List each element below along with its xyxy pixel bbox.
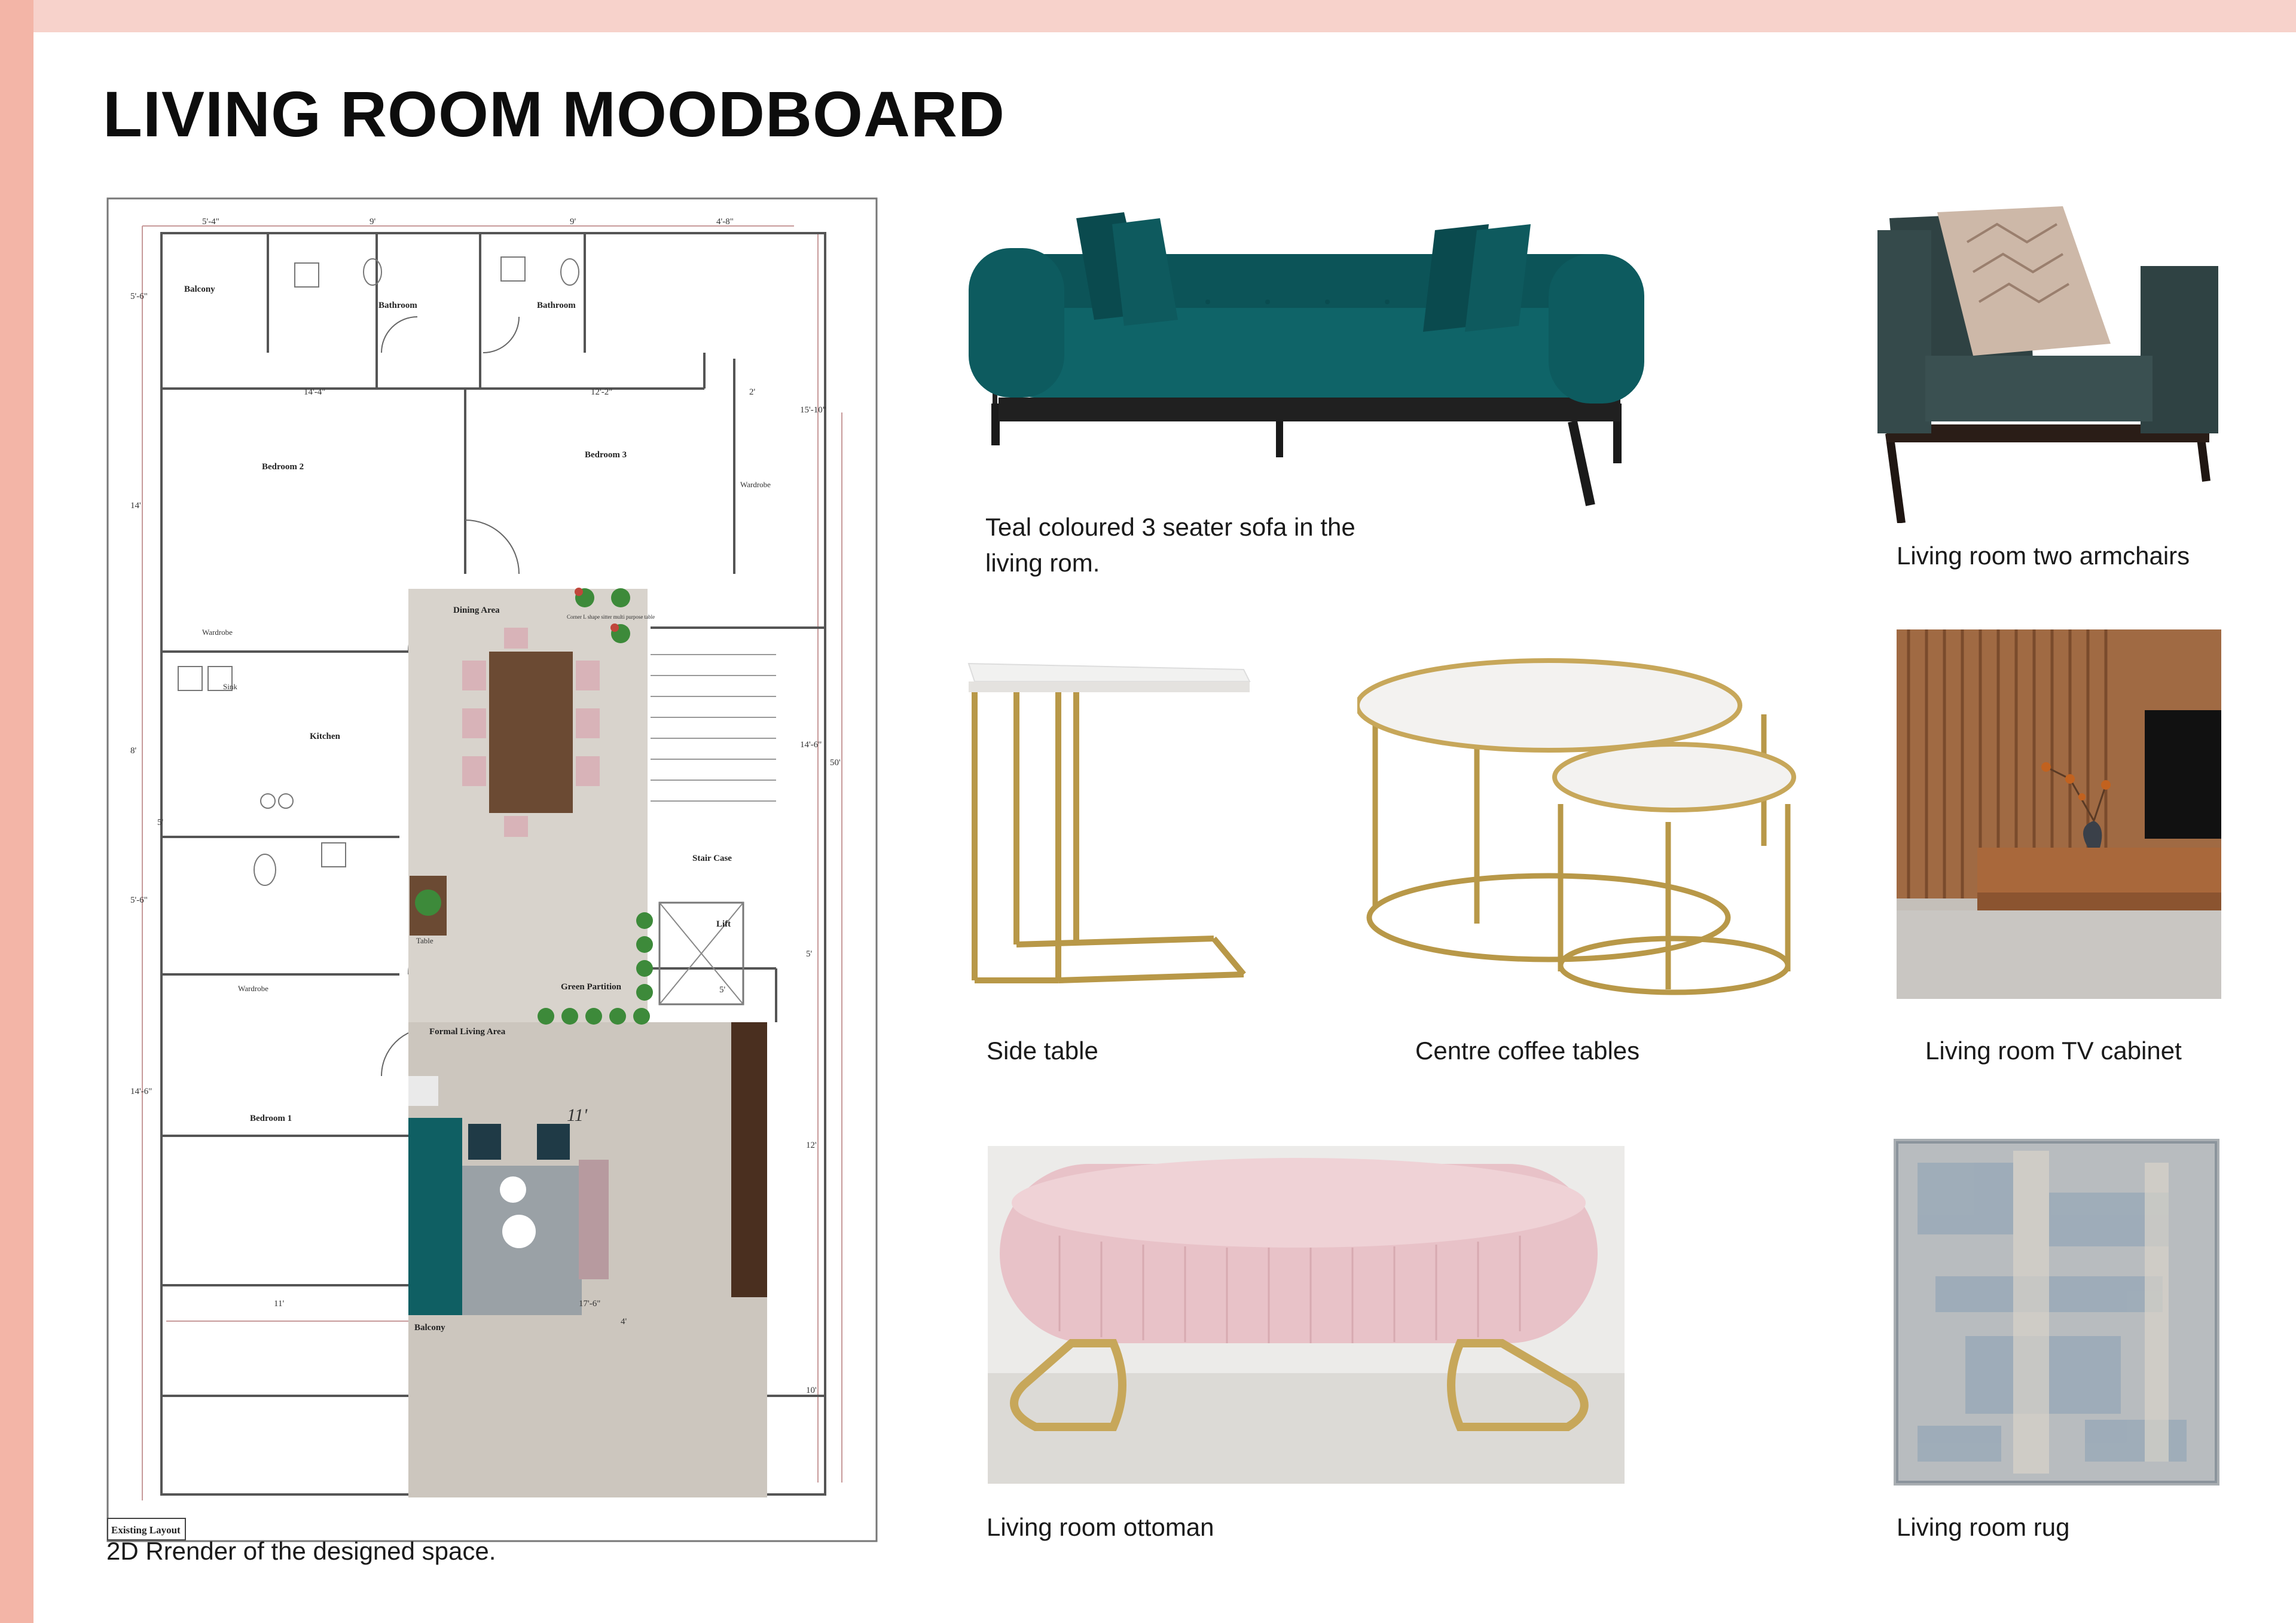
room-kitchen: Kitchen [310,732,340,741]
room-wardrobe-b: Wardrobe [202,628,233,637]
dim-top-3: 9' [570,217,576,227]
dim-right-1: 15'-10" [800,405,826,415]
dim-left-1: 5'-6" [130,292,148,301]
dim-bottom-1: 11' [274,1299,285,1309]
room-bedroom-2: Bedroom 2 [262,462,304,472]
room-sink: Sink [223,682,237,691]
room-bedroom-3: Bedroom 3 [585,450,627,460]
armchair-caption: Living room two armchairs [1897,542,2190,570]
dim-bedroom-2: 14'-4" [304,387,326,397]
dim-left-4: 5'-6" [130,895,148,905]
dim-bottom-2: 17'-6" [579,1299,601,1309]
room-bathroom-1: Bathroom [378,301,417,310]
dim-right-3: 5' [806,949,813,959]
room-table: Table [416,936,433,945]
room-bathroom-2: Bathroom [537,301,576,310]
dim-kitchen: 5' [157,818,164,827]
sofa-caption: Teal coloured 3 seater sofa in the living rom. [985,513,1355,577]
armchair-image [1877,206,2224,523]
floor-plan [106,197,878,1542]
floor-plan-tag: Existing Layout [111,1524,181,1536]
rug-image [1894,1139,2219,1486]
top-accent-band [0,0,2296,32]
room-stair: Stair Case [692,854,732,863]
dim-wardrobe: 2' [749,387,756,397]
dim-left-2: 14' [130,501,141,511]
coffee-tables-caption: Centre coffee tables [1415,1037,1640,1065]
dim-right-2: 14'-6" [800,740,822,750]
sofa-image [969,206,1644,511]
dim-left-5: 14'-6" [130,1087,152,1096]
dim-left-3: 8' [130,746,137,756]
dim-right-5: 10' [806,1386,817,1395]
room-lift: Lift [716,919,731,929]
rug-caption: Living room rug [1897,1513,2070,1541]
room-formal-living: Formal Living Area [429,1027,506,1037]
ottoman-caption: Living room ottoman [987,1513,1214,1541]
dim-top-1: 5'-4" [202,217,219,227]
room-green-partition: Green Partition [561,982,621,992]
room-balcony-bottom: Balcony [414,1323,445,1332]
tv-cabinet-image [1897,629,2221,999]
room-corner-note: Corner L shape sitter multi purpose table [567,614,655,620]
dim-lift: 5' [719,985,726,995]
side-table-image [963,658,1256,992]
room-bedroom-1: Bedroom 1 [250,1114,292,1123]
page-title: LIVING ROOM MOODBOARD [103,78,1005,150]
dim-right-4: 12' [806,1141,817,1150]
dim-bedroom-1-width: 11' [567,1105,588,1125]
room-dining: Dining Area [453,606,500,615]
left-accent-band [0,0,33,1623]
dim-top-2: 9' [370,217,376,227]
dim-top-4: 4'-8" [716,217,734,227]
coffee-tables-image [1357,649,1830,995]
ottoman-image [988,1146,1625,1484]
room-wardrobe-c: Wardrobe [238,984,268,993]
room-wardrobe-a: Wardrobe [740,480,771,489]
floor-plan-caption: 2D Rrender of the designed space. [106,1537,496,1565]
dim-balcony: 4' [621,1317,627,1326]
side-table-caption: Side table [987,1037,1098,1065]
dim-bedroom-3: 12'-2" [591,387,613,397]
room-balcony-top: Balcony [184,285,215,294]
dim-right-total: 50' [830,758,841,768]
tv-cabinet-caption: Living room TV cabinet [1925,1037,2182,1065]
floor-plan-drawing [106,197,878,1542]
